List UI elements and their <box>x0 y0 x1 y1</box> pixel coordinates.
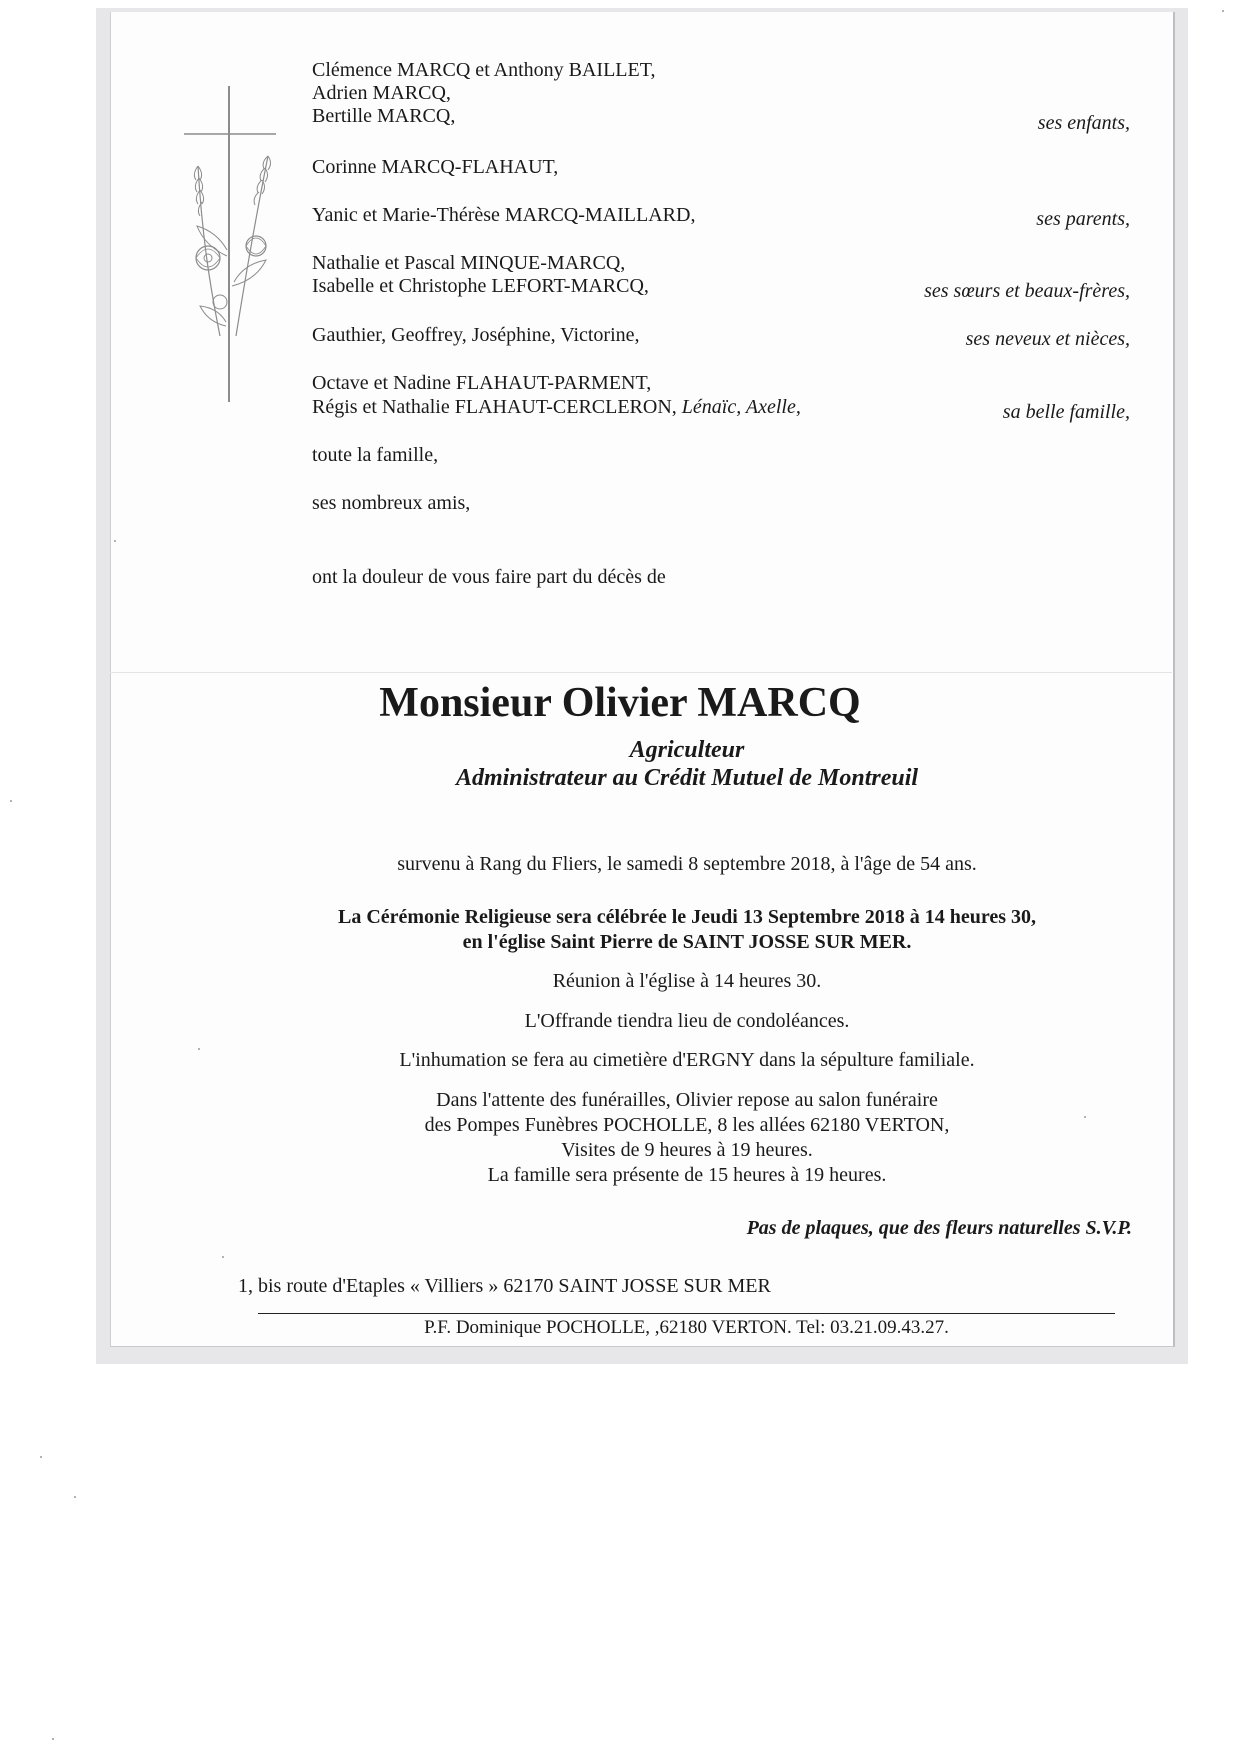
deceased-role: Administrateur au Crédit Mutuel de Montreuil <box>455 765 919 791</box>
inlaws-relation: sa belle famille, <box>1002 401 1130 423</box>
siblings-line-1: Nathalie et Pascal MINQUE-MARCQ, <box>312 252 626 274</box>
inlaws-children: Lénaïc, Axelle, <box>681 396 801 418</box>
footer-rule <box>258 1313 1115 1314</box>
meeting-line: Réunion à l'église à 14 heures 30. <box>552 970 822 992</box>
inlaws-line-2 <box>312 396 801 419</box>
children-line-2: Adrien MARCQ, <box>312 82 451 104</box>
announcement-line: ont la douleur de vous faire part du décès de <box>312 566 666 588</box>
spouse-line: Corinne MARCQ-FLAHAUT, <box>312 156 559 178</box>
children-relation: ses enfants, <box>1037 112 1130 134</box>
fold-line <box>110 672 1172 673</box>
rest-line-2: des Pompes Funèbres POCHOLLE, 8 les allées 62180 VERTON, <box>424 1114 950 1136</box>
parents-relation: ses parents, <box>1036 208 1130 230</box>
scan-speck <box>1222 10 1224 12</box>
scan-speck <box>10 800 12 802</box>
children-line-3: Bertille MARCQ, <box>312 105 456 127</box>
scan-speck <box>40 1456 42 1458</box>
ceremony-line-2: en l'église Saint Pierre de SAINT JOSSE SUR MER. <box>462 931 912 953</box>
scan-speck <box>114 540 116 542</box>
scan-speck <box>222 1256 224 1258</box>
inlaws-line-1: Octave et Nadine FLAHAUT-PARMENT, <box>312 372 652 394</box>
death-line: survenu à Rang du Fliers, le samedi 8 septembre 2018, à l'âge de 54 ans. <box>397 853 977 875</box>
scan-speck <box>52 1738 54 1740</box>
burial-line: L'inhumation se fera au cimetière d'ERGNY dans la sépulture familiale. <box>399 1049 975 1071</box>
siblings-relation: ses sœurs et beaux-frères, <box>924 280 1130 302</box>
funeral-home-line: P.F. Dominique POCHOLLE, ,62180 VERTON. Tel: 03.21.09.43.27. <box>424 1317 949 1338</box>
ceremony-line-1: La Cérémonie Religieuse sera célébrée le Jeudi 13 Septembre 2018 à 14 heures 30, <box>337 906 1036 928</box>
nephews-relation: ses neveux et nièces, <box>965 328 1130 350</box>
flowers-note: Pas de plaques, que des fleurs naturelles S.V.P. <box>746 1217 1132 1239</box>
parents-line: Yanic et Marie-Thérèse MARCQ-MAILLARD, <box>312 204 696 226</box>
scan-speck <box>198 1048 200 1050</box>
deceased-occupation: Agriculteur <box>629 737 745 763</box>
scan-speck <box>74 1496 76 1498</box>
visits-line: Visites de 9 heures à 19 heures. <box>561 1139 813 1161</box>
rest-line-1: Dans l'attente des funérailles, Olivier repose au salon funéraire <box>436 1089 938 1111</box>
siblings-line-2: Isabelle et Christophe LEFORT-MARCQ, <box>312 275 649 297</box>
friends-line: ses nombreux amis, <box>312 492 471 514</box>
address-line: 1, bis route d'Etaples « Villiers » 62170 SAINT JOSSE SUR MER <box>238 1275 771 1297</box>
offering-line: L'Offrande tiendra lieu de condoléances. <box>524 1010 850 1032</box>
nephews-line: Gauthier, Geoffrey, Joséphine, Victorine, <box>312 324 640 346</box>
children-line-1: Clémence MARCQ et Anthony BAILLET, <box>312 59 656 81</box>
scan-speck <box>1084 1116 1086 1118</box>
family-presence-line: La famille sera présente de 15 heures à 19 heures. <box>487 1164 887 1186</box>
cross-with-wheat-and-flowers-icon <box>180 86 290 402</box>
inlaws-names: Régis et Nathalie FLAHAUT-CERCLERON, <box>312 396 677 418</box>
deceased-name: Monsieur Olivier MARCQ <box>379 680 861 726</box>
whole-family-line: toute la famille, <box>312 444 439 466</box>
